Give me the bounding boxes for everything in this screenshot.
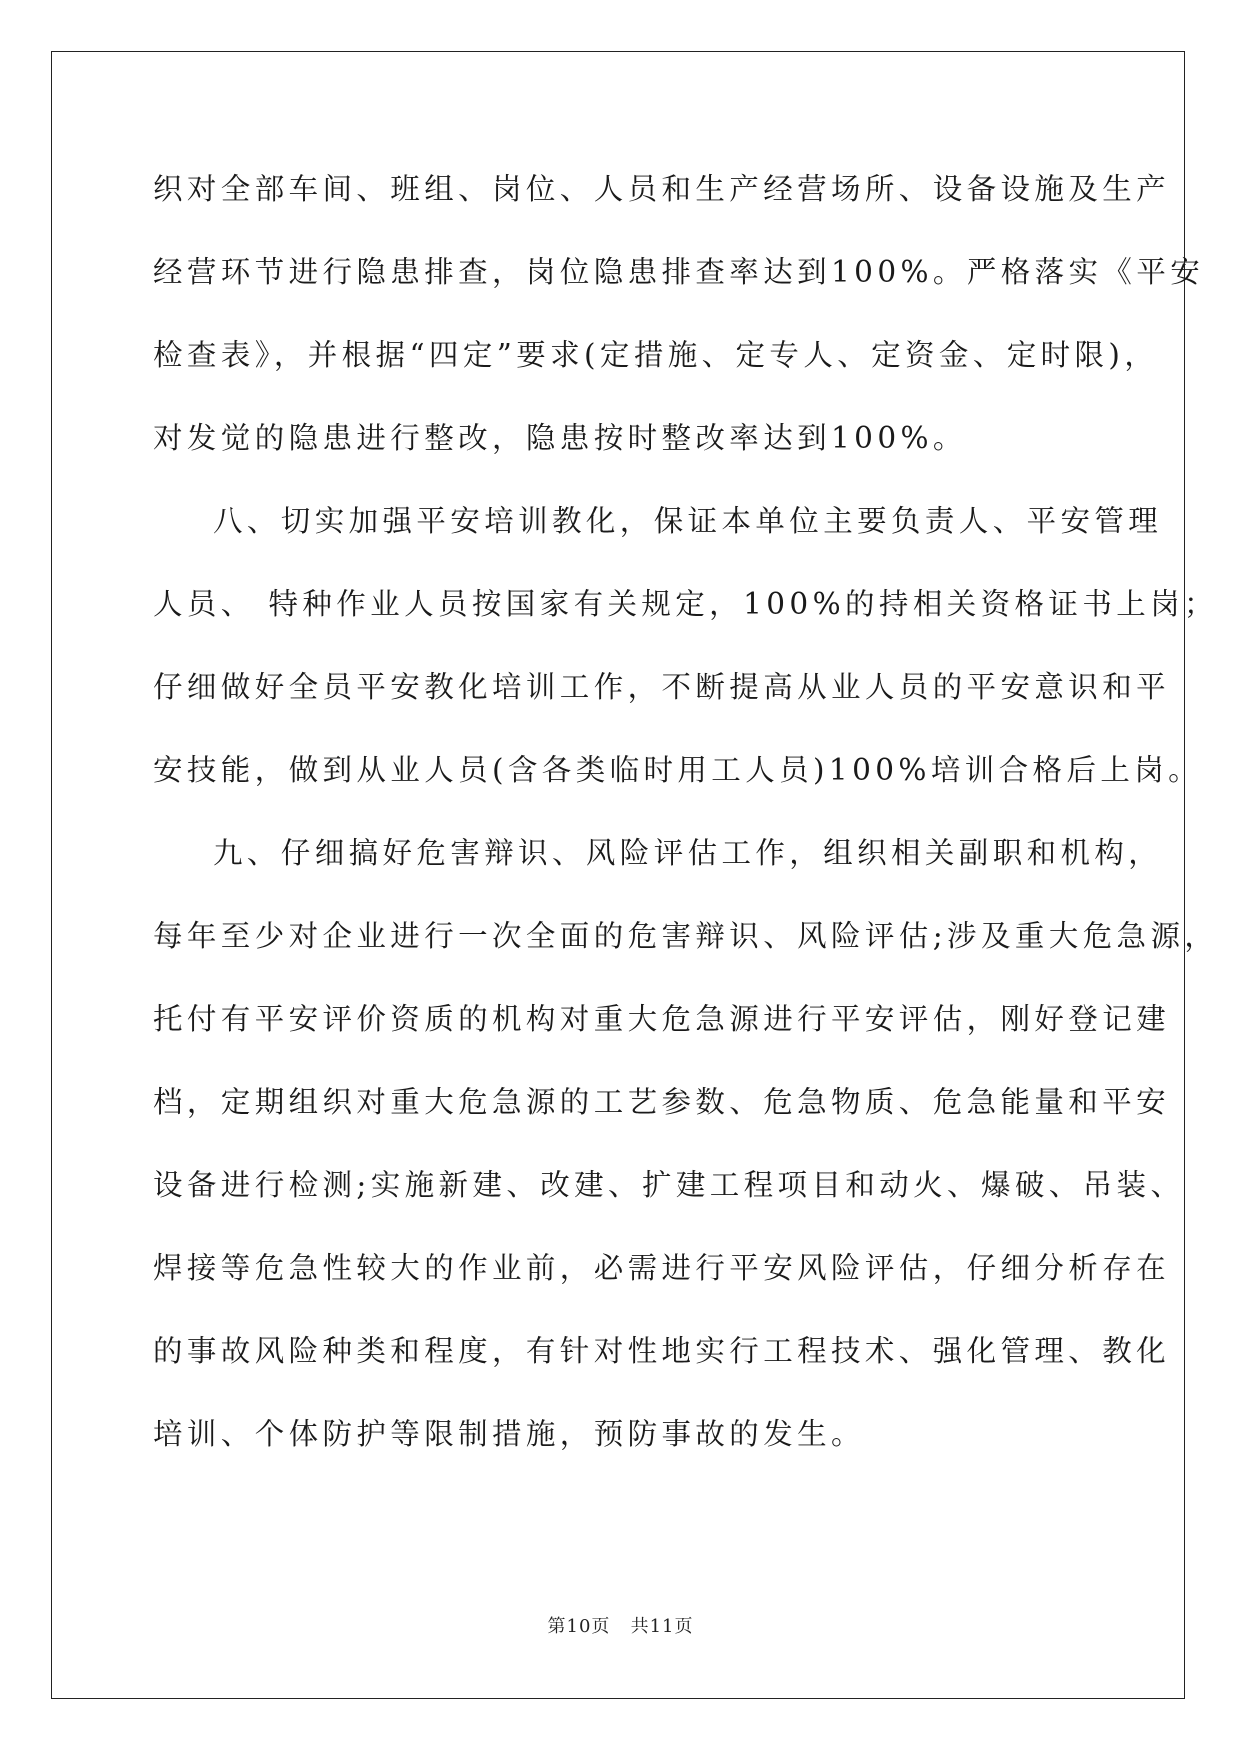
text-line: 检查表》，并根据“四定”要求(定措施、定专人、定资金、定时限)， xyxy=(153,338,1159,372)
text-line: 每年至少对企业进行一次全面的危害辩识、风险评估;涉及重大危急源， xyxy=(153,919,1219,953)
text-line: 托付有平安评价资质的机构对重大危急源进行平安评估，刚好登记建 xyxy=(153,1002,1171,1036)
text-line: 安技能，做到从业人员(含各类临时用工人员)100%培训合格后上岗。 xyxy=(153,753,1203,787)
document-body xyxy=(153,155,1219,1483)
text-line: 培训、个体防护等限制措施，预防事故的发生。 xyxy=(153,1417,865,1451)
text-line: 对发觉的隐患进行整改，隐患按时整改率达到100%。 xyxy=(153,421,967,455)
text-line: 经营环节进行隐患排查，岗位隐患排查率达到100%。严格落实《平安 xyxy=(153,255,1205,289)
text-line: 焊接等危急性较大的作业前，必需进行平安风险评估，仔细分析存在 xyxy=(153,1251,1171,1285)
text-line: 人员、 特种作业人员按国家有关规定，100%的持相关资格证书上岗； xyxy=(153,587,1218,621)
text-line: 档，定期组织对重大危急源的工艺参数、危急物质、危急能量和平安 xyxy=(153,1085,1171,1119)
paragraph-start-line: 八、切实加强平安培训教化，保证本单位主要负责人、平安管理 xyxy=(213,504,1163,538)
paragraph-start-line: 九、仔细搞好危害辩识、风险评估工作，组织相关副职和机构， xyxy=(213,836,1163,870)
text-line: 织对全部车间、班组、岗位、人员和生产经营场所、设备设施及生产 xyxy=(153,172,1171,206)
page-number-footer: 第10页 共11页 xyxy=(547,1616,694,1637)
text-line: 的事故风险种类和程度，有针对性地实行工程技术、强化管理、教化 xyxy=(153,1334,1171,1368)
text-line: 仔细做好全员平安教化培训工作，不断提高从业人员的平安意识和平 xyxy=(153,670,1171,704)
text-line: 设备进行检测;实施新建、改建、扩建工程项目和动火、爆破、吊装、 xyxy=(153,1168,1185,1202)
